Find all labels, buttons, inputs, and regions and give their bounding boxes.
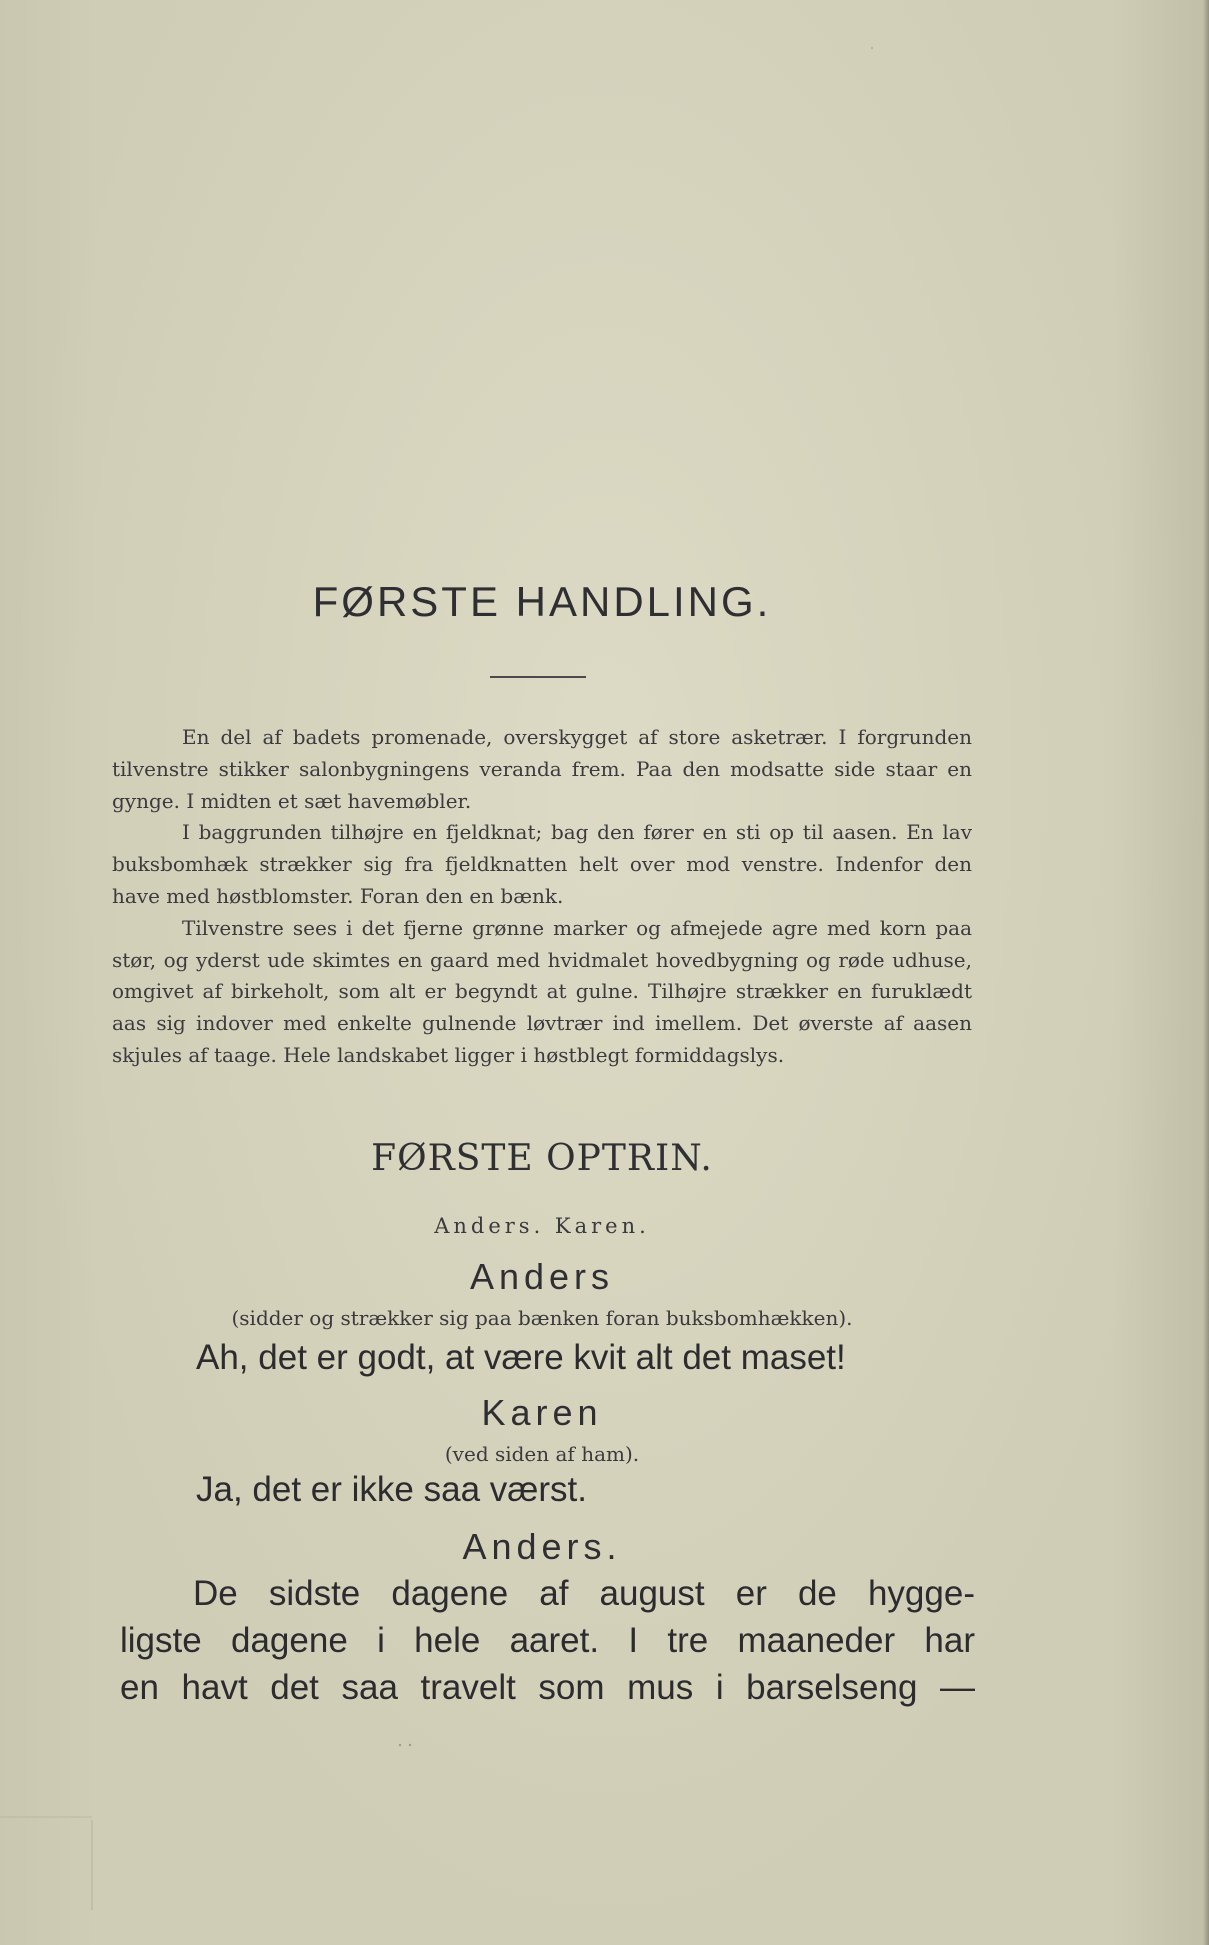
dialogue-line: Ah, det er godt, at være kvit alt det maset!: [196, 1338, 846, 1377]
speech-line: ligste dagene i hele aaret. I tre maaneder har: [120, 1621, 975, 1660]
stage-directions: [112, 722, 972, 1072]
speech-line: en havt det saa travelt som mus i barselseng —: [120, 1668, 975, 1707]
speaker-name: Karen: [481, 1392, 603, 1433]
act-title: FØRSTE HANDLING.: [312, 578, 772, 625]
book-page: [112, 0, 975, 1945]
dialogue-line: Ja, det er ikke saa værst.: [196, 1470, 587, 1509]
speaker-name: Anders: [469, 1256, 615, 1297]
scene-title: FØRSTE OPTRIN.: [371, 1138, 713, 1179]
dialogue-speech: [120, 1570, 975, 1711]
stage-paragraph: En del af badets promenade, overskygget af store asketrær. I forgrunden tilvenstre stikker salonbygningens veranda frem. Paa den modsatte side staar en gynge. I midten et sæt havemøbler.: [112, 725, 972, 813]
speaker-name: Anders.: [462, 1526, 622, 1567]
speech-line: De sidste dagene af august er de hygge-: [193, 1574, 975, 1613]
stage-direction-inline: (sidder og strækker sig paa bænken foran buksbomhækken).: [231, 1306, 853, 1330]
stage-direction-inline: (ved siden af ham).: [444, 1442, 640, 1466]
page-edge-shadow: [1203, 0, 1209, 1945]
stage-paragraph: Tilvenstre sees i det fjerne grønne marker og afmejede agre med korn paa stør, og yderst ude skimtes en gaard med hvidmalet hovedbygning og røde udhuse, omgivet af birkeholt, som alt er begyndt at gulne. Tilhøjre strækker en furuklædt aas sig indover med enkelte gulnende løvtrær ind imellem. Det øverste af aasen skjules af taage. Hele landskabet ligger i høstblegt formiddagslys.: [112, 915, 972, 1067]
scene-cast: Anders. Karen.: [434, 1214, 650, 1238]
title-divider: [490, 676, 586, 678]
stage-paragraph: I baggrunden tilhøjre en fjeldknat; bag den fører en sti op til aasen. En lav buksbomhæk strækker sig fra fjeldknatten helt over mod venstre. Indenfor den have med høstblomster. Foran den en bænk.: [112, 820, 972, 908]
